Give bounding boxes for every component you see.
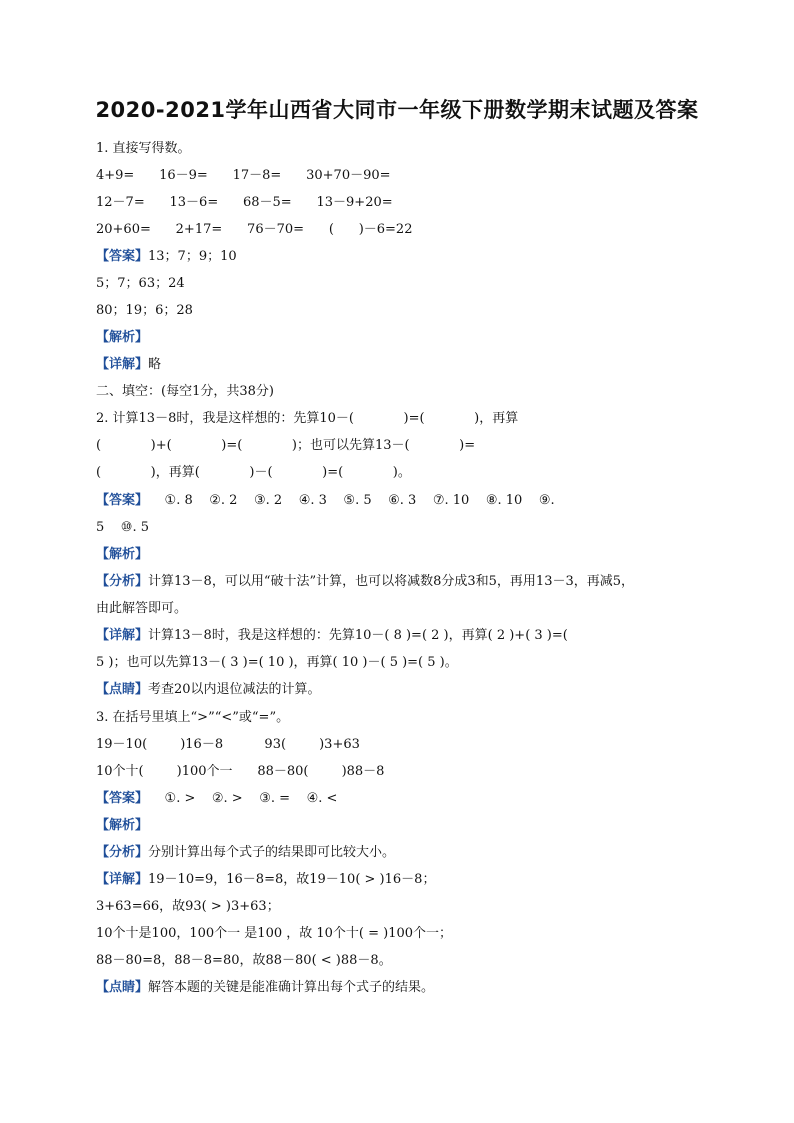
fenxi-2-line-1: 【分析】计算13－8，可以用“破十法”计算，也可以将减数8分成3和5，再用13－3，再减5， xyxy=(96,574,635,589)
detail-3-line-3: 10个十是100，100个一 是100 ，故 10个十( = )100个一； xyxy=(96,926,453,941)
fenxi-3: 【分析】分别计算出每个式子的结果即可比较大小。 xyxy=(96,845,396,860)
detail-2-line-1: 【详解】计算13－8时，我是这样想的：先算10－( 8 )=( 2 )，再算( 2 )+( 3 )=( xyxy=(96,628,568,643)
question-2-line-3: ( )，再算( )－( )=( )。 xyxy=(96,465,411,480)
dianjing-tag: 【点睛】 xyxy=(96,682,149,697)
question-3-row-1: 19－10( )16－8 93( )3+63 xyxy=(96,737,360,752)
analysis-1 xyxy=(96,330,148,346)
fenxi-2-line-2: 由此解答即可。 xyxy=(96,601,188,616)
answer-tag: 【答案】 xyxy=(96,791,149,806)
question-1-row-3: 20+60= 2+17= 76－70= ( )－6=22 xyxy=(96,222,413,237)
detail-3-line-1: 【详解】19－10=9，16－8=8，故19－10( > )16－8； xyxy=(96,872,436,887)
answer-tag: 【答案】 xyxy=(96,493,149,508)
question-1-row-1: 4+9= 16－9= 17－8= 30+70－90= xyxy=(96,168,391,183)
question-3-stem: 3. 在括号里填上“>”“<”或“=”。 xyxy=(96,710,290,725)
analysis-3 xyxy=(96,818,148,834)
page-title: 2020-2021学年山西省大同市一年级下册数学期末试题及答案 xyxy=(95,98,699,122)
detail-tag: 【详解】 xyxy=(96,628,149,643)
question-1-row-2: 12－7= 13－6= 68－5= 13－9+20= xyxy=(96,195,393,210)
analysis-tag: 【解析】 xyxy=(96,818,149,833)
detail-2-line-2: 5 )；也可以先算13－( 3 )=( 10 )，再算( 10 )－( 5 )=( 5 )。 xyxy=(96,655,458,670)
question-1-stem: 1. 直接写得数。 xyxy=(96,141,191,156)
dianjing-2: 【点睛】考查20以内退位减法的计算。 xyxy=(96,682,321,697)
answer-2-line-1: 【答案】 ①. 8 ②. 2 ③. 2 ④. 3 ⑤. 5 ⑥. 3 ⑦. 10 ⑧. 10 ⑨. xyxy=(96,493,555,508)
question-2-line-2: ( )+( )=( )；也可以先算13－( )= xyxy=(96,438,476,453)
analysis-tag: 【解析】 xyxy=(96,547,149,562)
answer-2-line-2: 5 ⑩. 5 xyxy=(96,520,149,535)
fenxi-tag: 【分析】 xyxy=(96,574,149,589)
detail-3-line-2: 3+63=66，故93( > )3+63； xyxy=(96,899,280,914)
question-3-row-2: 10个十( )100个一 88－80( )88－8 xyxy=(96,764,385,779)
analysis-2 xyxy=(96,547,148,563)
fenxi-tag: 【分析】 xyxy=(96,845,149,860)
detail-3-line-4: 88－80=8，88－8=80，故88－80( < )88－8。 xyxy=(96,953,392,968)
answer-1-line-2: 5；7；63；24 xyxy=(96,276,185,291)
dianjing-3: 【点睛】解答本题的关键是能准确计算出每个式子的结果。 xyxy=(96,980,435,995)
detail-1: 【详解】略 xyxy=(96,357,162,372)
answer-tag: 【答案】 xyxy=(96,249,149,264)
analysis-tag: 【解析】 xyxy=(96,330,149,345)
answer-1-line-1: 【答案】13；7；9；10 xyxy=(96,249,237,264)
question-2-line-1: 2. 计算13－8时，我是这样想的：先算10－( )=( )，再算 xyxy=(96,411,519,426)
answer-3: 【答案】 ①. > ②. > ③. = ④. < xyxy=(96,791,338,806)
detail-tag: 【详解】 xyxy=(96,872,149,887)
answer-1-line-3: 80；19；6；28 xyxy=(96,303,193,318)
section-2-heading: 二、填空：(每空1分，共38分) xyxy=(96,384,274,399)
detail-tag: 【详解】 xyxy=(96,357,149,372)
dianjing-tag: 【点睛】 xyxy=(96,980,149,995)
